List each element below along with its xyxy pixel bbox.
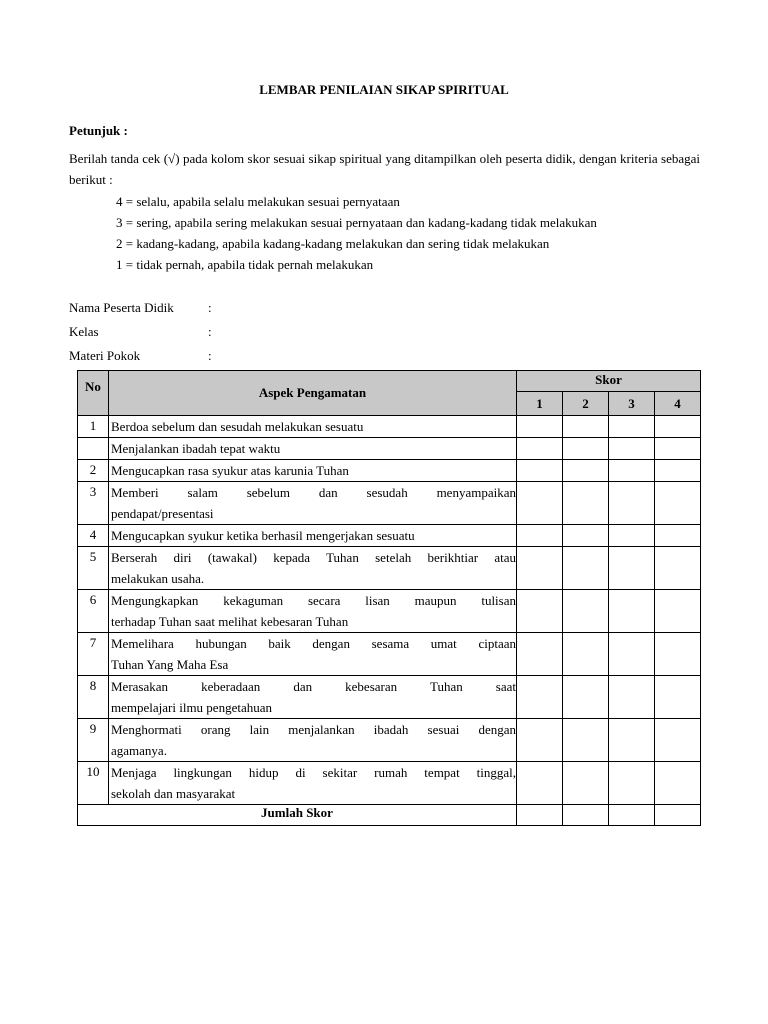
criteria-item: 4 = selalu, apabila selalu melakukan sesuai pernyataan [116, 194, 400, 209]
score-checkbox-cell[interactable] [609, 590, 655, 633]
row-number: 9 [78, 719, 109, 762]
score-checkbox-cell[interactable] [517, 633, 563, 676]
score-checkbox-cell[interactable] [655, 438, 701, 460]
row-number: 10 [78, 762, 109, 805]
score-checkbox-cell[interactable] [563, 590, 609, 633]
table-row [78, 762, 701, 805]
score-checkbox-cell[interactable] [655, 460, 701, 482]
header-score-2: 2 [563, 392, 609, 416]
aspect-text: Berserah diri (tawakal) kepada Tuhan setelah berikhtiar atau [111, 550, 516, 565]
aspect-text: Menghormati orang lain menjalankan ibadah sesuai dengan [111, 722, 516, 737]
field-nama[interactable] [69, 300, 212, 316]
score-checkbox-cell[interactable] [609, 633, 655, 676]
table-row [78, 482, 701, 525]
criteria-item: 3 = sering, apabila sering melakukan sesuai pernyataan dan kadang-kadang tidak melakukan [116, 215, 597, 230]
criteria-item: 1 = tidak pernah, apabila tidak pernah melakukan [116, 257, 374, 272]
score-checkbox-cell[interactable] [609, 482, 655, 525]
row-number: 6 [78, 590, 109, 633]
criteria-item: 2 = kadang-kadang, apabila kadang-kadang melakukan dan sering tidak melakukan [116, 236, 550, 251]
score-checkbox-cell[interactable] [563, 416, 609, 438]
score-checkbox-cell[interactable] [517, 438, 563, 460]
score-checkbox-cell[interactable] [563, 633, 609, 676]
header-score-3: 3 [609, 392, 655, 416]
header-no: No [78, 371, 109, 416]
score-checkbox-cell[interactable] [517, 460, 563, 482]
aspect-text: Menjaga lingkungan hidup di sekitar rumah tempat tinggal, [111, 765, 516, 780]
score-checkbox-cell[interactable] [517, 525, 563, 547]
header-score-4: 4 [655, 392, 701, 416]
score-checkbox-cell[interactable] [655, 416, 701, 438]
score-checkbox-cell[interactable] [609, 719, 655, 762]
aspect-text: Berdoa sebelum dan sesudah melakukan sesuatu [111, 419, 364, 434]
score-checkbox-cell[interactable] [517, 547, 563, 590]
header-skor: Skor [517, 371, 701, 392]
aspect-cell [109, 482, 517, 525]
table-row [78, 633, 701, 676]
aspect-text: melakukan usaha. [111, 571, 205, 586]
aspect-cell [109, 460, 517, 482]
score-checkbox-cell[interactable] [517, 676, 563, 719]
row-number: 3 [78, 482, 109, 525]
score-checkbox-cell[interactable] [609, 676, 655, 719]
score-checkbox-cell[interactable] [563, 460, 609, 482]
score-checkbox-cell[interactable] [655, 633, 701, 676]
score-checkbox-cell[interactable] [563, 547, 609, 590]
score-checkbox-cell[interactable] [655, 762, 701, 805]
table-row [78, 416, 701, 438]
score-checkbox-cell[interactable] [517, 482, 563, 525]
score-checkbox-cell[interactable] [517, 416, 563, 438]
score-checkbox-cell[interactable] [609, 438, 655, 460]
table-row [78, 460, 701, 482]
score-checkbox-cell[interactable] [655, 525, 701, 547]
score-checkbox-cell[interactable] [563, 676, 609, 719]
table-row [78, 676, 701, 719]
score-checkbox-cell[interactable] [609, 460, 655, 482]
score-checkbox-cell[interactable] [563, 482, 609, 525]
aspect-text: Merasakan keberadaan dan kebesaran Tuhan saat [111, 679, 516, 694]
field-colon: : [208, 348, 212, 363]
score-checkbox-cell[interactable] [517, 762, 563, 805]
aspect-text: pendapat/presentasi [111, 506, 214, 521]
total-score-cell[interactable] [655, 805, 701, 826]
table-row [78, 525, 701, 547]
aspect-cell [109, 416, 517, 438]
field-label: Kelas [69, 324, 99, 339]
aspect-text: Mengucapkan syukur ketika berhasil mengerjakan sesuatu [111, 528, 415, 543]
field-materi[interactable] [69, 348, 212, 364]
total-score-cell[interactable] [563, 805, 609, 826]
score-checkbox-cell[interactable] [609, 762, 655, 805]
score-checkbox-cell[interactable] [563, 719, 609, 762]
aspect-cell [109, 438, 517, 460]
score-checkbox-cell[interactable] [517, 590, 563, 633]
row-number: 7 [78, 633, 109, 676]
table-row [78, 590, 701, 633]
field-colon: : [208, 300, 212, 315]
score-checkbox-cell[interactable] [563, 438, 609, 460]
aspect-cell [109, 633, 517, 676]
total-label: Jumlah Skor [78, 805, 517, 826]
total-score-cell[interactable] [609, 805, 655, 826]
field-kelas[interactable] [69, 324, 212, 340]
row-number: 2 [78, 460, 109, 482]
aspect-text: Mengungkapkan kekaguman secara lisan maupun tulisan [111, 593, 516, 608]
criteria-list [116, 191, 597, 275]
aspect-text: Mengucapkan rasa syukur atas karunia Tuhan [111, 463, 349, 478]
score-checkbox-cell[interactable] [609, 416, 655, 438]
aspect-text: Memelihara hubungan baik dengan sesama umat ciptaan [111, 636, 516, 651]
header-score-1: 1 [517, 392, 563, 416]
aspect-text: Memberi salam sebelum dan sesudah menyampaikan [111, 485, 516, 500]
row-number [78, 438, 109, 460]
score-checkbox-cell[interactable] [655, 590, 701, 633]
row-number: 8 [78, 676, 109, 719]
score-checkbox-cell[interactable] [609, 547, 655, 590]
instructions-text: Berilah tanda cek (√) pada kolom skor sesuai sikap spiritual yang ditampilkan oleh peserta didik, dengan kriteria sebagai berikut : [69, 151, 700, 187]
aspect-cell [109, 676, 517, 719]
score-checkbox-cell[interactable] [655, 547, 701, 590]
table-row [78, 438, 701, 460]
aspect-cell [109, 719, 517, 762]
header-aspek: Aspek Pengamatan [109, 371, 517, 416]
aspect-text: agamanya. [111, 743, 167, 758]
aspect-cell [109, 762, 517, 805]
score-checkbox-cell[interactable] [655, 719, 701, 762]
score-checkbox-cell[interactable] [517, 719, 563, 762]
aspect-text: mempelajari ilmu pengetahuan [111, 700, 272, 715]
field-label: Nama Peserta Didik [69, 300, 174, 315]
instructions-heading: Petunjuk : [69, 123, 128, 138]
aspect-cell [109, 547, 517, 590]
score-checkbox-cell[interactable] [655, 482, 701, 525]
table-row [78, 547, 701, 590]
page-title: LEMBAR PENILAIAN SIKAP SPIRITUAL [259, 82, 509, 97]
row-number: 5 [78, 547, 109, 590]
table-row [78, 719, 701, 762]
field-colon: : [208, 324, 212, 339]
aspect-text: sekolah dan masyarakat [111, 786, 236, 801]
row-number: 4 [78, 525, 109, 547]
assessment-table [77, 370, 701, 826]
field-label: Materi Pokok [69, 348, 141, 363]
aspect-text: Tuhan Yang Maha Esa [111, 657, 229, 672]
aspect-text: terhadap Tuhan saat melihat kebesaran Tuhan [111, 614, 349, 629]
row-number: 1 [78, 416, 109, 438]
score-checkbox-cell[interactable] [609, 525, 655, 547]
total-score-cell[interactable] [517, 805, 563, 826]
aspect-cell [109, 590, 517, 633]
aspect-text: Menjalankan ibadah tepat waktu [111, 441, 281, 456]
score-checkbox-cell[interactable] [563, 525, 609, 547]
score-checkbox-cell[interactable] [655, 676, 701, 719]
aspect-cell [109, 525, 517, 547]
score-checkbox-cell[interactable] [563, 762, 609, 805]
